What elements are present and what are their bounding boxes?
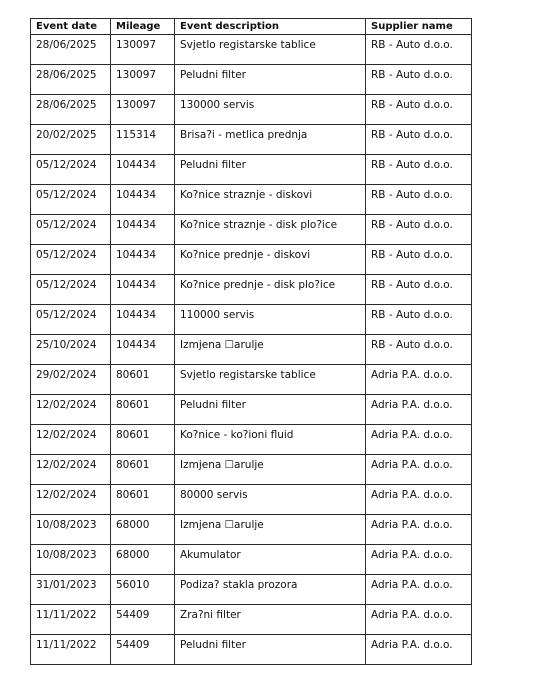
cell-supplier-name: RB - Auto d.o.o. — [366, 305, 472, 335]
cell-event-date: 05/12/2024 — [31, 245, 111, 275]
table-row — [31, 35, 472, 65]
table-row — [31, 365, 472, 395]
service-history-table — [30, 18, 472, 665]
table-row — [31, 545, 472, 575]
table-row — [31, 275, 472, 305]
cell-supplier-name: RB - Auto d.o.o. — [366, 35, 472, 65]
cell-event-date: 12/02/2024 — [31, 455, 111, 485]
header-supplier-name: Supplier name — [366, 19, 472, 35]
table-row — [31, 305, 472, 335]
cell-event-description: Ko?nice - ko?ioni fluid — [175, 425, 366, 455]
cell-mileage: 130097 — [111, 35, 175, 65]
table-row — [31, 515, 472, 545]
cell-event-description: 130000 servis — [175, 95, 366, 125]
header-event-date: Event date — [31, 19, 111, 35]
cell-event-description: Ko?nice straznje - disk plo?ice — [175, 215, 366, 245]
cell-supplier-name: Adria P.A. d.o.o. — [366, 575, 472, 605]
cell-mileage: 104434 — [111, 275, 175, 305]
cell-event-description: Zra?ni filter — [175, 605, 366, 635]
header-row — [31, 19, 472, 35]
cell-event-description: 80000 servis — [175, 485, 366, 515]
cell-supplier-name: Adria P.A. d.o.o. — [366, 425, 472, 455]
cell-event-date: 11/11/2022 — [31, 605, 111, 635]
cell-event-date: 05/12/2024 — [31, 155, 111, 185]
cell-mileage: 80601 — [111, 485, 175, 515]
cell-mileage: 56010 — [111, 575, 175, 605]
cell-event-description: Brisa?i - metlica prednja — [175, 125, 366, 155]
cell-event-date: 05/12/2024 — [31, 305, 111, 335]
table-row — [31, 485, 472, 515]
cell-event-date: 28/06/2025 — [31, 95, 111, 125]
table-header — [31, 19, 472, 35]
cell-supplier-name: Adria P.A. d.o.o. — [366, 365, 472, 395]
cell-event-date: 05/12/2024 — [31, 215, 111, 245]
cell-mileage: 104434 — [111, 245, 175, 275]
table-row — [31, 125, 472, 155]
cell-event-date: 05/12/2024 — [31, 185, 111, 215]
table-row — [31, 395, 472, 425]
cell-event-description: Podiza? stakla prozora — [175, 575, 366, 605]
cell-supplier-name: Adria P.A. d.o.o. — [366, 395, 472, 425]
cell-event-date: 20/02/2025 — [31, 125, 111, 155]
cell-event-date: 31/01/2023 — [31, 575, 111, 605]
cell-mileage: 130097 — [111, 65, 175, 95]
cell-supplier-name: RB - Auto d.o.o. — [366, 335, 472, 365]
cell-event-date: 28/06/2025 — [31, 65, 111, 95]
cell-supplier-name: RB - Auto d.o.o. — [366, 275, 472, 305]
table-row — [31, 185, 472, 215]
cell-event-description: Izmjena ☐arulje — [175, 515, 366, 545]
cell-mileage: 68000 — [111, 545, 175, 575]
header-mileage: Mileage — [111, 19, 175, 35]
cell-event-description: Izmjena ☐arulje — [175, 335, 366, 365]
cell-supplier-name: RB - Auto d.o.o. — [366, 65, 472, 95]
cell-event-description: 110000 servis — [175, 305, 366, 335]
cell-event-date: 10/08/2023 — [31, 515, 111, 545]
cell-mileage: 80601 — [111, 455, 175, 485]
table-row — [31, 425, 472, 455]
cell-mileage: 80601 — [111, 365, 175, 395]
cell-supplier-name: Adria P.A. d.o.o. — [366, 635, 472, 665]
cell-mileage: 104434 — [111, 335, 175, 365]
cell-supplier-name: RB - Auto d.o.o. — [366, 245, 472, 275]
table-row — [31, 335, 472, 365]
cell-event-description: Peludni filter — [175, 65, 366, 95]
cell-mileage: 104434 — [111, 185, 175, 215]
cell-event-description: Ko?nice straznje - diskovi — [175, 185, 366, 215]
cell-supplier-name: Adria P.A. d.o.o. — [366, 545, 472, 575]
cell-mileage: 68000 — [111, 515, 175, 545]
cell-event-date: 10/08/2023 — [31, 545, 111, 575]
table-row — [31, 65, 472, 95]
cell-mileage: 104434 — [111, 155, 175, 185]
table-body — [31, 35, 472, 665]
cell-event-description: Peludni filter — [175, 635, 366, 665]
table-row — [31, 605, 472, 635]
cell-event-date: 12/02/2024 — [31, 425, 111, 455]
cell-mileage: 115314 — [111, 125, 175, 155]
cell-supplier-name: RB - Auto d.o.o. — [366, 155, 472, 185]
cell-event-date: 12/02/2024 — [31, 395, 111, 425]
cell-event-description: Peludni filter — [175, 155, 366, 185]
cell-supplier-name: RB - Auto d.o.o. — [366, 215, 472, 245]
cell-event-description: Peludni filter — [175, 395, 366, 425]
cell-mileage: 54409 — [111, 605, 175, 635]
cell-mileage: 54409 — [111, 635, 175, 665]
cell-event-date: 25/10/2024 — [31, 335, 111, 365]
cell-mileage: 104434 — [111, 305, 175, 335]
table-row — [31, 155, 472, 185]
table-row — [31, 575, 472, 605]
header-event-description: Event description — [175, 19, 366, 35]
cell-supplier-name: Adria P.A. d.o.o. — [366, 605, 472, 635]
cell-mileage: 104434 — [111, 215, 175, 245]
table-row — [31, 245, 472, 275]
table-row — [31, 635, 472, 665]
cell-event-description: Akumulator — [175, 545, 366, 575]
table-row — [31, 95, 472, 125]
cell-event-date: 11/11/2022 — [31, 635, 111, 665]
cell-event-description: Ko?nice prednje - diskovi — [175, 245, 366, 275]
cell-supplier-name: RB - Auto d.o.o. — [366, 185, 472, 215]
cell-event-date: 05/12/2024 — [31, 275, 111, 305]
cell-event-description: Izmjena ☐arulje — [175, 455, 366, 485]
cell-mileage: 80601 — [111, 425, 175, 455]
cell-supplier-name: Adria P.A. d.o.o. — [366, 515, 472, 545]
cell-supplier-name: Adria P.A. d.o.o. — [366, 455, 472, 485]
cell-supplier-name: Adria P.A. d.o.o. — [366, 485, 472, 515]
cell-event-date: 29/02/2024 — [31, 365, 111, 395]
cell-supplier-name: RB - Auto d.o.o. — [366, 95, 472, 125]
table-row — [31, 455, 472, 485]
cell-event-date: 28/06/2025 — [31, 35, 111, 65]
cell-event-description: Svjetlo registarske tablice — [175, 365, 366, 395]
cell-event-description: Ko?nice prednje - disk plo?ice — [175, 275, 366, 305]
cell-event-description: Svjetlo registarske tablice — [175, 35, 366, 65]
table-row — [31, 215, 472, 245]
cell-event-date: 12/02/2024 — [31, 485, 111, 515]
cell-supplier-name: RB - Auto d.o.o. — [366, 125, 472, 155]
cell-mileage: 80601 — [111, 395, 175, 425]
cell-mileage: 130097 — [111, 95, 175, 125]
